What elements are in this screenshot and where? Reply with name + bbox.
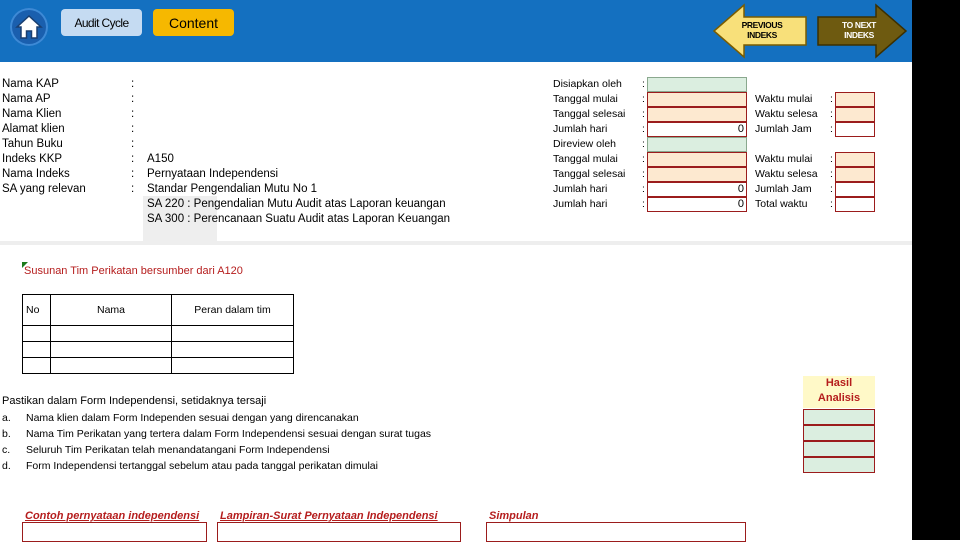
- value-sa-1: Standar Pengendalian Mutu No 1: [147, 183, 318, 195]
- table-row[interactable]: [23, 326, 294, 342]
- next-label-line2: INDEKS: [844, 30, 874, 40]
- hasil-input-d[interactable]: [803, 457, 875, 473]
- colon: :: [642, 153, 645, 165]
- jumlah-hari-3-cell: 0: [647, 197, 747, 212]
- colon: :: [830, 108, 833, 120]
- previous-label-line2: INDEKS: [747, 30, 777, 40]
- tanggal-selesai-2-input[interactable]: [647, 167, 747, 182]
- label-jumlah-jam-2: Jumlah Jam: [755, 183, 812, 195]
- audit-cycle-button[interactable]: Audit Cycle: [61, 9, 142, 36]
- previous-label-line1: PREVIOUS: [741, 20, 783, 30]
- tanggal-mulai-input[interactable]: [647, 92, 747, 107]
- window-edge: [912, 0, 960, 540]
- colon: :: [642, 78, 645, 90]
- colon: :: [830, 123, 833, 135]
- colon: :: [642, 168, 645, 180]
- label-tanggal-selesai-2: Tanggal selesai: [553, 168, 626, 180]
- hasil-input-c[interactable]: [803, 441, 875, 457]
- tim-title: Susunan Tim Perikatan bersumber dari A120: [24, 265, 243, 277]
- home-icon: [15, 13, 43, 41]
- value-indeks-kkp: A150: [147, 153, 174, 165]
- value-sa-3: SA 300 : Perencanaan Suatu Audit atas Laporan Keuangan: [147, 213, 451, 225]
- next-index-button[interactable]: [816, 3, 908, 59]
- colon: :: [131, 138, 135, 150]
- label-sa-relevan: SA yang relevan: [2, 183, 86, 195]
- label-tanggal-mulai-2: Tanggal mulai: [553, 153, 618, 165]
- total-waktu-cell: [835, 197, 875, 212]
- value-nama-indeks: Pernyataan Independensi: [147, 168, 279, 180]
- label-jumlah-hari: Jumlah hari: [553, 123, 608, 135]
- item-letter: c.: [2, 444, 11, 456]
- colon: :: [830, 183, 833, 195]
- item-text: Nama klien dalam Form Independen sesuai dengan yang direncanakan: [26, 412, 359, 424]
- colon: :: [830, 93, 833, 105]
- direview-oleh-input[interactable]: [647, 137, 747, 152]
- home-button[interactable]: [10, 8, 48, 46]
- hasil-analisis-header: [803, 376, 875, 408]
- label-nama-indeks: Nama Indeks: [2, 168, 70, 180]
- colon: :: [642, 123, 645, 135]
- colon: :: [131, 93, 135, 105]
- colon: :: [131, 108, 135, 120]
- hasil-input-b[interactable]: [803, 425, 875, 441]
- colon: :: [642, 198, 645, 210]
- label-direview-oleh: Direview oleh: [553, 138, 617, 150]
- label-waktu-mulai: Waktu mulai: [755, 93, 813, 105]
- label-alamat-klien: Alamat klien: [2, 123, 65, 135]
- colon: :: [642, 183, 645, 195]
- label-total-waktu: Total waktu: [755, 198, 808, 210]
- jumlah-hari-2-cell: 0: [647, 182, 747, 197]
- hasil-label: Hasil: [825, 377, 853, 389]
- label-tanggal-selesai: Tanggal selesai: [553, 108, 626, 120]
- label-jumlah-hari-2: Jumlah hari: [553, 183, 608, 195]
- label-waktu-selesa-2: Waktu selesa: [755, 168, 818, 180]
- col-no: No: [23, 295, 51, 326]
- label-jumlah-jam: Jumlah Jam: [755, 123, 812, 135]
- jumlah-jam-2-cell: [835, 182, 875, 197]
- colon: :: [830, 153, 833, 165]
- lampiran-surat-link[interactable]: Lampiran-Surat Pernyataan Independensi: [220, 510, 438, 522]
- analisis-label: Analisis: [817, 392, 861, 404]
- label-waktu-mulai-2: Waktu mulai: [755, 153, 813, 165]
- colon: :: [830, 198, 833, 210]
- contoh-pernyataan-link[interactable]: Contoh pernyataan independensi: [25, 510, 200, 522]
- colon: :: [131, 153, 135, 165]
- col-nama: Nama: [51, 295, 172, 326]
- contoh-box[interactable]: [22, 522, 207, 542]
- label-nama-kap: Nama KAP: [2, 78, 59, 90]
- table-header-row: [23, 295, 294, 326]
- col-peran: Peran dalam tim: [172, 295, 294, 326]
- label-tahun-buku: Tahun Buku: [2, 138, 63, 150]
- hasil-input-a[interactable]: [803, 409, 875, 425]
- previous-index-button[interactable]: [712, 3, 808, 59]
- content-button[interactable]: Content: [153, 9, 234, 36]
- simpulan-box[interactable]: [486, 522, 746, 542]
- label-nama-ap: Nama AP: [2, 93, 51, 105]
- item-letter: d.: [2, 460, 11, 472]
- label-jumlah-hari-3: Jumlah hari: [553, 198, 608, 210]
- value-sa-2: SA 220 : Pengendalian Mutu Audit atas Laporan keuangan: [147, 198, 446, 210]
- item-letter: a.: [2, 412, 11, 424]
- table-row[interactable]: [23, 342, 294, 358]
- checklist-intro: Pastikan dalam Form Independensi, setidaknya tersaji: [2, 395, 267, 407]
- simpulan-title: Simpulan: [489, 510, 539, 522]
- table-row[interactable]: [23, 358, 294, 374]
- jumlah-jam-cell: [835, 122, 875, 137]
- item-text: Nama Tim Perikatan yang tertera dalam Form Independensi sesuai dengan surat tugas: [26, 428, 432, 440]
- section-divider: [0, 241, 912, 245]
- colon: :: [131, 78, 135, 90]
- label-indeks-kkp: Indeks KKP: [2, 153, 63, 165]
- next-label-line1: TO NEXT: [842, 20, 876, 30]
- disiapkan-oleh-input[interactable]: [647, 77, 747, 92]
- lampiran-box[interactable]: [217, 522, 461, 542]
- label-disiapkan-oleh: Disiapkan oleh: [553, 78, 622, 90]
- tanggal-selesai-input[interactable]: [647, 107, 747, 122]
- colon: :: [131, 168, 135, 180]
- item-letter: b.: [2, 428, 11, 440]
- colon: :: [830, 168, 833, 180]
- waktu-selesa-2-input[interactable]: [835, 167, 875, 182]
- item-text: Seluruh Tim Perikatan telah menandatangani Form Independensi: [26, 444, 330, 456]
- colon: :: [642, 93, 645, 105]
- tim-table: [22, 294, 294, 374]
- tanggal-mulai-2-input[interactable]: [647, 152, 747, 167]
- jumlah-hari-cell: 0: [647, 122, 747, 137]
- waktu-selesa-input[interactable]: [835, 107, 875, 122]
- label-waktu-selesa: Waktu selesa: [755, 108, 818, 120]
- waktu-mulai-2-input[interactable]: [835, 152, 875, 167]
- label-nama-klien: Nama Klien: [2, 108, 62, 120]
- waktu-mulai-input[interactable]: [835, 92, 875, 107]
- colon: :: [642, 138, 645, 150]
- colon: :: [131, 183, 135, 195]
- colon: :: [131, 123, 135, 135]
- colon: :: [642, 108, 645, 120]
- item-text: Form Independensi tertanggal sebelum atau pada tanggal perikatan dimulai: [26, 460, 378, 472]
- label-tanggal-mulai: Tanggal mulai: [553, 93, 618, 105]
